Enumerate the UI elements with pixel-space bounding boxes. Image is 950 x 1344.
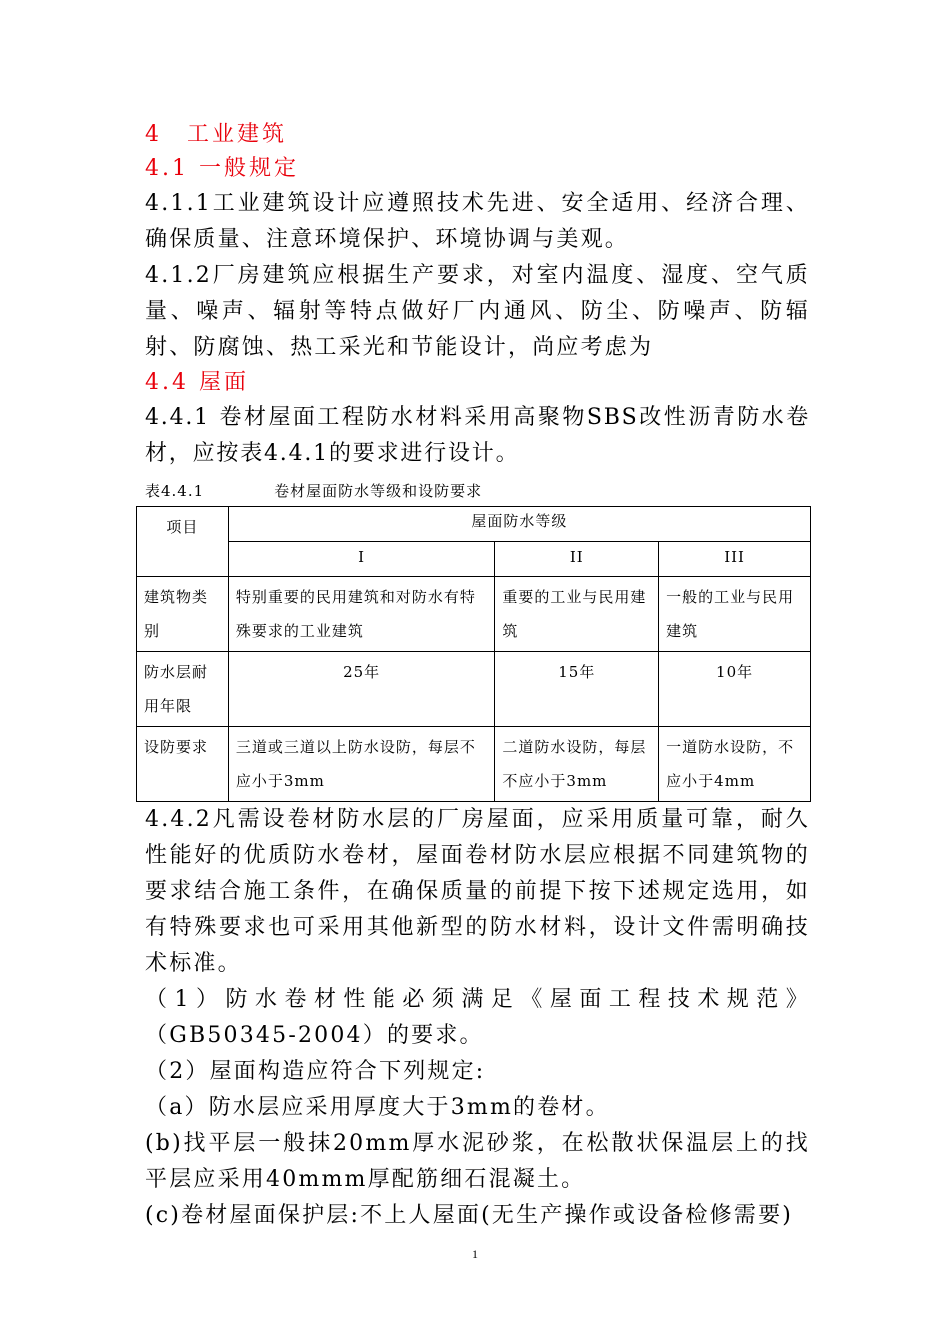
page-number: 1 bbox=[472, 1247, 478, 1261]
row-label-service-life: 防水层耐用年限 bbox=[137, 652, 229, 727]
cell-building-1: 特别重要的民用建筑和对防水有特殊要求的工业建筑 bbox=[228, 577, 495, 652]
section-4-1-heading: 4.1 一般规定 bbox=[145, 156, 299, 181]
list-item-b: (b)找平层一般抹20mm厚水泥砂浆，在松散状保温层上的找平层应采用40mmm厚配筋细石混凝土。 bbox=[145, 1131, 810, 1192]
section-4-4-heading: 4.4 屋面 bbox=[145, 370, 249, 395]
table-caption-title: 卷材屋面防水等级和设防要求 bbox=[274, 482, 483, 500]
header-grade-group: 屋面防水等级 bbox=[228, 507, 810, 542]
cell-life-1: 25年 bbox=[228, 652, 495, 727]
table-row bbox=[137, 727, 811, 802]
list-item-c: (c)卷材屋面保护层:不上人屋面(无生产操作或设备检修需要) bbox=[145, 1203, 794, 1228]
header-item: 项目 bbox=[137, 507, 229, 577]
table-row bbox=[137, 652, 811, 727]
table-caption-number: 表4.4.1 bbox=[145, 482, 205, 500]
list-item-2: （2）屋面构造应符合下列规定: bbox=[145, 1059, 486, 1084]
paragraph-4-1-2: 4.1.2厂房建筑应根据生产要求，对室内温度、湿度、空气质量、噪声、辐射等特点做好厂内通风、防尘、防噪声、防辐射、防腐蚀、热工采光和节能设计，尚应考虑为 bbox=[145, 263, 810, 360]
waterproof-grade-table bbox=[136, 506, 811, 802]
list-item-a: （a）防水层应采用厚度大于3mm的卷材。 bbox=[145, 1095, 610, 1120]
level-1: I bbox=[228, 542, 495, 577]
row-label-building-category: 建筑物类别 bbox=[137, 577, 229, 652]
table-caption bbox=[145, 480, 810, 506]
cell-req-2: 二道防水设防，每层不应小于3mm bbox=[495, 727, 659, 802]
document-page bbox=[145, 118, 810, 1234]
table-level-row bbox=[137, 542, 811, 577]
row-label-requirements: 设防要求 bbox=[137, 727, 229, 802]
cell-life-2: 15年 bbox=[495, 652, 659, 727]
cell-req-3: 一道防水设防，不应小于4mm bbox=[659, 727, 811, 802]
level-2: II bbox=[495, 542, 659, 577]
level-3: III bbox=[659, 542, 811, 577]
paragraph-4-4-1: 4.4.1 卷材屋面工程防水材料采用高聚物SBS改性沥青防水卷材，应按表4.4.1的要求进行设计。 bbox=[145, 405, 810, 466]
table-header-row bbox=[137, 507, 811, 542]
section-4-heading: 4 工业建筑 bbox=[145, 122, 287, 147]
cell-building-2: 重要的工业与民用建筑 bbox=[495, 577, 659, 652]
table-row bbox=[137, 577, 811, 652]
cell-building-3: 一般的工业与民用建筑 bbox=[659, 577, 811, 652]
paragraph-4-1-1: 4.1.1工业建筑设计应遵照技术先进、安全适用、经济合理、确保质量、注意环境保护、环境协调与美观。 bbox=[145, 191, 810, 252]
cell-life-3: 10年 bbox=[659, 652, 811, 727]
cell-req-1: 三道或三道以上防水设防，每层不应小于3mm bbox=[228, 727, 495, 802]
paragraph-4-4-2: 4.4.2凡需设卷材防水层的厂房屋面，应采用质量可靠，耐久性能好的优质防水卷材，屋面卷材防水层应根据不同建筑物的要求结合施工条件，在确保质量的前提下按下述规定选用，如有特殊要求也可采用其他新型的防水材料，设计文件需明确技术标准。 bbox=[145, 807, 810, 976]
list-item-1: （1）防水卷材性能必须满足《屋面工程技术规范》（GB50345-2004）的要求。 bbox=[145, 987, 810, 1048]
